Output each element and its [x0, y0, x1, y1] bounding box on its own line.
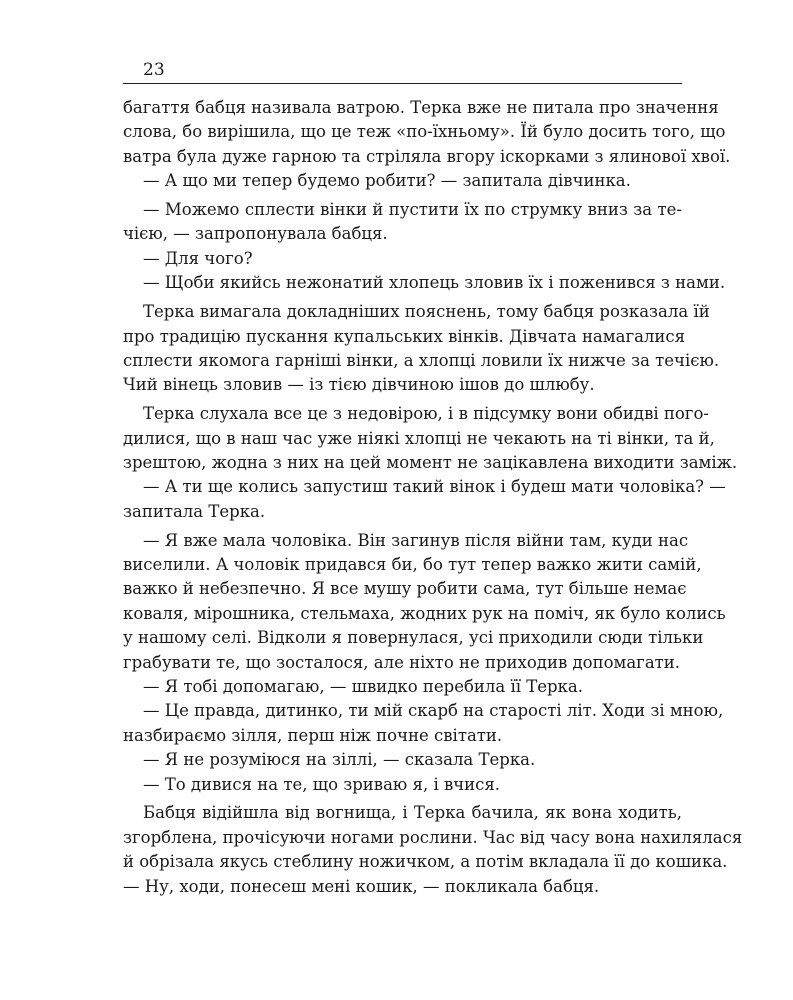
text-line: — Це правда, дитинко, ти мій скарб на старості літ. Ходи зі мною, — [143, 701, 724, 721]
text-line: й обрізала якусь стеблину ножичком, а потім вкладала її до кошика. — [123, 852, 728, 872]
text-line: багаття бабця називала ватрою. Терка вже не питала про значення — [123, 98, 719, 117]
paragraph — [123, 529, 726, 675]
text-line: — А що ми тепер будемо робити? — запитала дівчинка. — [143, 171, 631, 191]
text-line: у нашому селі. Відколи я повернулася, усі приходили сюди тільки — [123, 628, 704, 648]
running-header — [123, 60, 682, 84]
paragraph — [123, 748, 682, 772]
paragraph — [123, 198, 682, 247]
text-line: — Ну, ходи, понесеш мені кошик, — покликала бабця. — [123, 876, 600, 896]
text-line: Терка вимагала докладніших пояснень, тому бабця розказала їй — [143, 302, 710, 322]
text-line: чією, — запропонувала бабця. — [123, 224, 388, 244]
text-line: — Я тобі допомагаю, — швидко перебила її Терка. — [143, 676, 583, 696]
paragraph — [123, 271, 726, 295]
text-line: — Щоби якийсь нежонатий хлопець зловив їх і поженився з нами. — [143, 273, 726, 293]
text-line: зрештою, жодна з них на цей момент не зацікавлена виходити заміж. — [123, 452, 738, 472]
paragraph — [123, 801, 743, 899]
text-line: — А ти ще колись запустиш такий вінок і будеш мати чоловіка? — — [143, 477, 726, 497]
page-number: 23 — [143, 60, 165, 80]
text-line: дилися, що в наш час уже ніякі хлопці не чекають на ті вінки, та й, — [123, 428, 715, 448]
paragraph — [123, 300, 720, 398]
text-line: грабувати те, що зосталося, але ніхто не приходив допомагати. — [123, 652, 681, 672]
paragraph — [123, 96, 731, 169]
paragraph — [123, 699, 724, 748]
text-line: сплести якомога гарніші вінки, а хлопці ловили їх нижче за течією. — [123, 350, 720, 370]
text-line: згорблена, прочісуючи ногами рослини. Час від часу вона нахилялася — [123, 827, 743, 847]
paragraph — [123, 402, 738, 475]
paragraph — [123, 675, 682, 699]
text-line: — Я вже мала чоловіка. Він загинув після війни там, куди нас — [143, 530, 689, 550]
text-line: виселили. А чоловік придався би, бо тут тепер важко жити самій, — [123, 555, 702, 575]
text-line: Бабця відійшла від вогнища, і Терка бачила, як вона ходить, — [143, 803, 682, 823]
text-line: — Для чого? — [143, 248, 253, 268]
paragraph — [123, 773, 682, 797]
text-line: — Можемо сплести вінки й пустити їх по струмку вниз за те- — [143, 200, 682, 220]
text-line: запитала Терка. — [123, 501, 266, 521]
paragraph — [123, 475, 726, 524]
text-line: Терка слухала все це з недовірою, і в підсумку вони обидві пого- — [143, 404, 709, 424]
text-line: назбираємо зілля, перш ніж почне світати. — [123, 725, 503, 745]
text-line: важко й небезпечно. Я все мушу робити сама, тут більше немає — [123, 579, 687, 599]
paragraph — [123, 247, 682, 271]
paragraph — [123, 169, 682, 193]
text-line: коваля, мірошника, стельмаха, жодних рук на поміч, як було колись — [123, 603, 726, 623]
text-line: — Я не розуміюся на зіллі, — сказала Терка. — [143, 750, 536, 770]
text-line: слова, бо вирішила, що це теж «по-їхньому». Їй було досить того, що — [123, 122, 726, 142]
text-line: про традицію пускання купальських вінків. Дівчата намагалися — [123, 326, 686, 346]
text-line: Чий вінець зловив — із тією дівчиною ішов до шлюбу. — [123, 375, 595, 395]
text-line: — То дивися на те, що зриваю я, і вчися. — [143, 774, 501, 794]
body-text — [123, 96, 743, 899]
text-line: ватра була дуже гарною та стріляла вгору іскорками з ялинової хвої. — [123, 146, 731, 166]
